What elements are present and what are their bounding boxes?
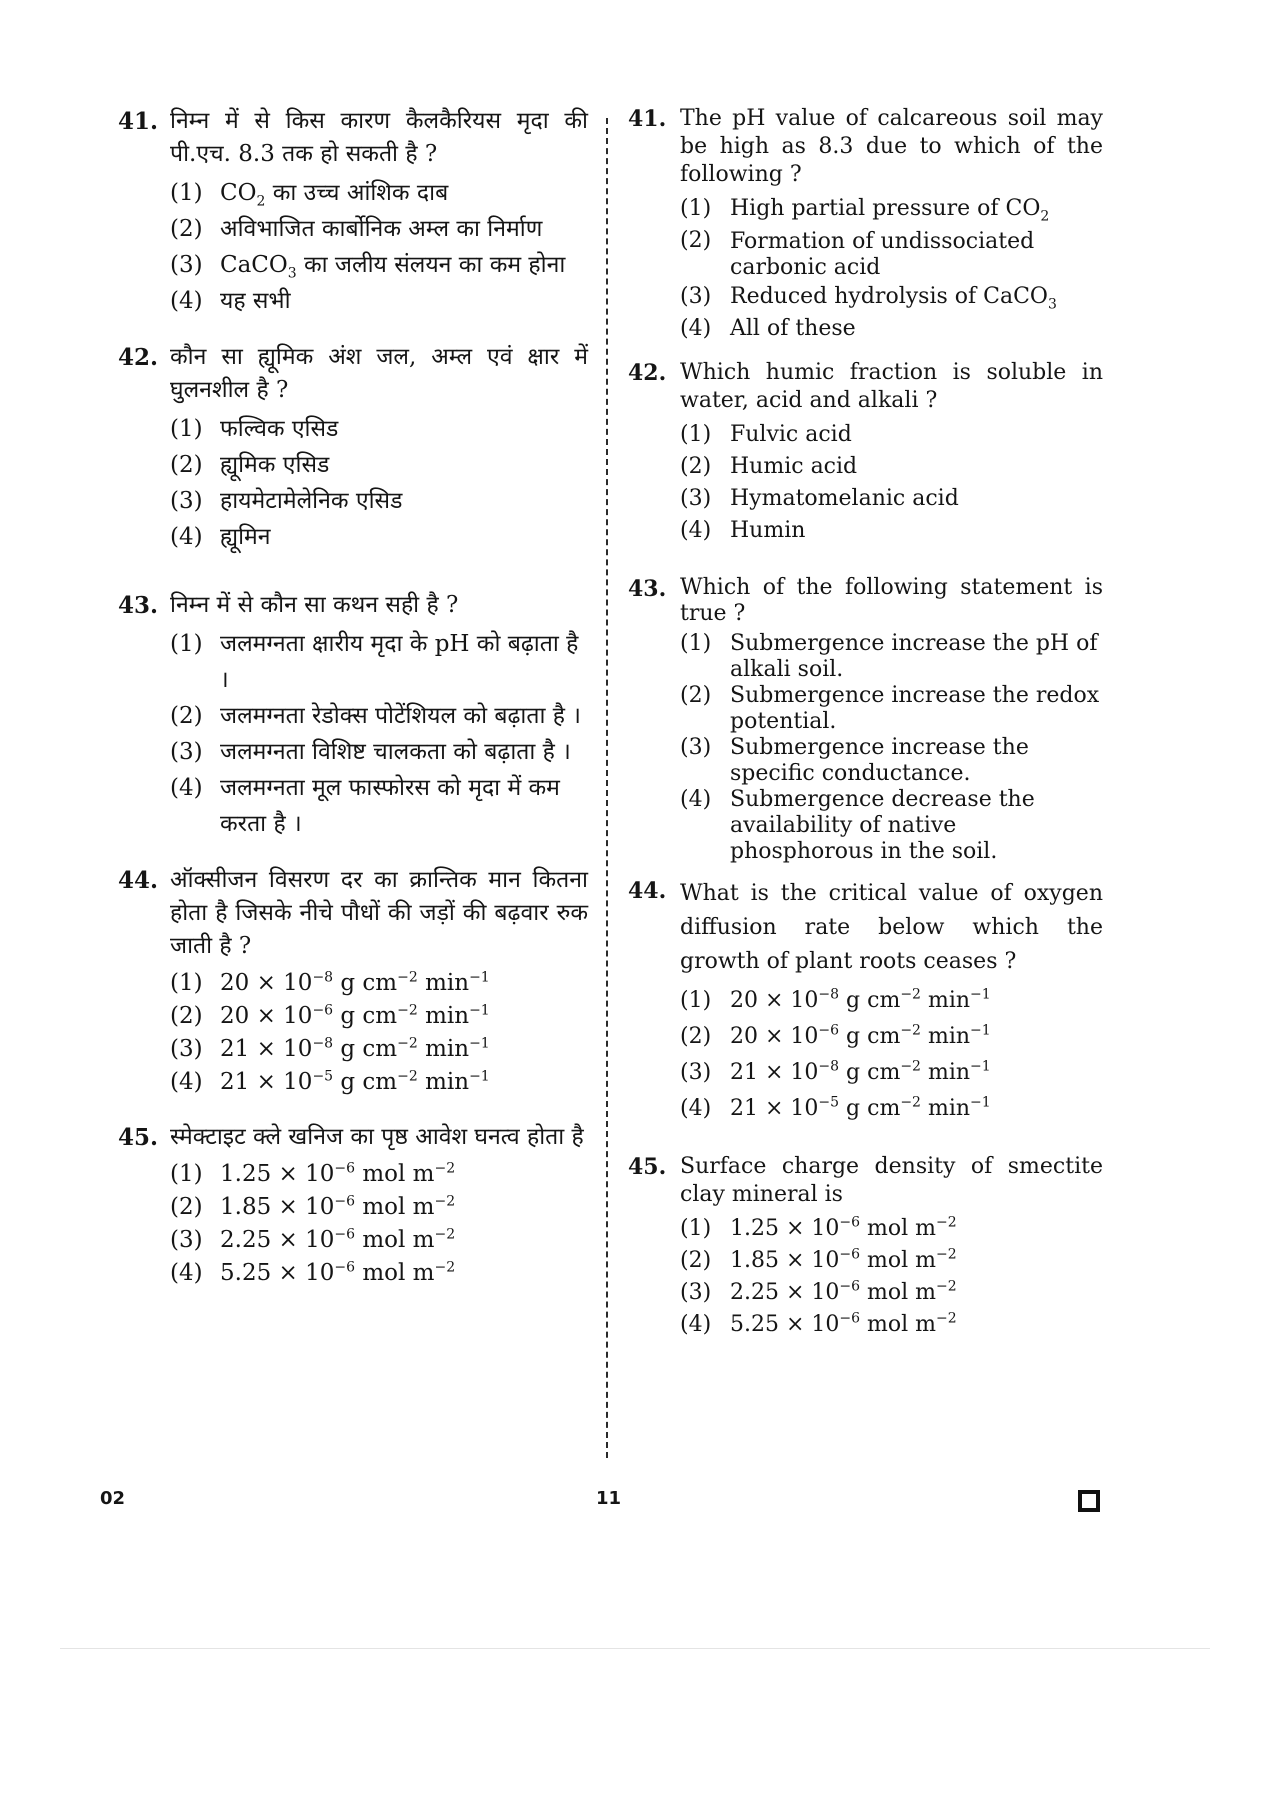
option-1: (1) फल्विक एसिड	[170, 416, 339, 442]
page-number: 11	[596, 1488, 622, 1509]
option-4: (4) यह सभी	[170, 288, 291, 314]
option-1: (1) $20 \times 10^{-8}$ g $cm^{-2}$ $\min^{-1}$	[680, 986, 991, 1013]
option-2: (2) Submergence increase the redox potential.	[680, 683, 1100, 734]
question-number: 44.	[118, 867, 159, 894]
q44-options-english	[680, 983, 1103, 1127]
option-1: (1) जलमग्नता क्षारीय मृदा के pH को बढ़ाता है ।	[170, 631, 579, 693]
option-4: (4) Submergence decrease the availability of native phosphorous in the soil.	[680, 787, 1035, 864]
option-2: (2) $20 \times 10^{-6}$ g $cm^{-2}$ $\min^{-1}$	[680, 1022, 991, 1049]
option-4: (4) All of these	[680, 316, 856, 341]
option-2: (2) जलमग्नता रेडोक्स पोटेंशियल को बढ़ाता है ।	[170, 703, 581, 729]
q44-options-hindi	[170, 967, 588, 1099]
option-1: (1) $20 \times 10^{-8}$ g $cm^{-2}$ $\min^{-1}$	[170, 969, 490, 996]
question-43-hindi	[118, 589, 588, 842]
option-3: (3) हायमेटामेलेनिक एसिड	[170, 488, 403, 514]
question-44-english	[628, 877, 1103, 1127]
question-text: निम्न में से किस कारण कैलकैरियस मृदा की पी.एच. 8.3 तक हो सकती है ?	[170, 108, 588, 167]
question-text: Which of the following statement is true ?	[680, 575, 1103, 626]
question-text: What is the critical value of oxygen diffusion rate below which the growth of plant roots ceases ?	[680, 881, 1103, 974]
column-divider	[606, 118, 608, 1458]
question-45-hindi	[118, 1121, 588, 1290]
option-3: (3) CaCO$_3$ का जलीय संलयन का कम होना	[170, 252, 566, 282]
option-3: (3) Reduced hydrolysis of CaCO$_3$	[680, 284, 1057, 313]
option-2: (2) $1.85 \times 10^{-6}$ mol $m^{-2}$	[170, 1193, 456, 1220]
option-2: (2) $1.85 \times 10^{-6}$ mol $m^{-2}$	[680, 1246, 957, 1273]
question-number: 41.	[628, 106, 667, 132]
question-number: 43.	[118, 592, 159, 619]
question-text: Which humic fraction is soluble in water, acid and alkali ?	[680, 360, 1103, 413]
question-number: 45.	[118, 1124, 159, 1151]
option-2: (2) ह्यूमिक एसिड	[170, 452, 330, 478]
question-number: 45.	[628, 1154, 667, 1180]
hindi-column	[118, 105, 588, 1290]
option-4: (4) $5.25 \times 10^{-6}$ mol $m^{-2}$	[680, 1310, 957, 1337]
option-3: (3) $2.25 \times 10^{-6}$ mol $m^{-2}$	[680, 1278, 957, 1305]
question-number: 41.	[118, 108, 159, 135]
option-3: (3) $21 \times 10^{-8}$ g $cm^{-2}$ $\min^{-1}$	[170, 1035, 490, 1062]
question-44-hindi	[118, 864, 588, 1099]
question-text: स्मेक्टाइट क्ले खनिज का पृष्ठ आवेश घनत्व होता है	[170, 1124, 584, 1150]
question-text: Surface charge density of smectite clay mineral is	[680, 1154, 1103, 1207]
question-42-hindi	[118, 341, 588, 555]
question-number: 44.	[628, 878, 667, 904]
option-4: (4) $5.25 \times 10^{-6}$ mol $m^{-2}$	[170, 1259, 456, 1286]
option-1: (1) $1.25 \times 10^{-6}$ mol $m^{-2}$	[680, 1214, 957, 1241]
option-1: (1) $1.25 \times 10^{-6}$ mol $m^{-2}$	[170, 1160, 456, 1187]
option-3: (3) $2.25 \times 10^{-6}$ mol $m^{-2}$	[170, 1226, 456, 1253]
option-4: (4) Humin	[680, 518, 806, 543]
option-1: (1) Submergence increase the pH of alkali soil.	[680, 631, 1098, 682]
question-text: ऑक्सीजन विसरण दर का क्रान्तिक मान कितना होता है जिसके नीचे पौधों की जड़ों की बढ़वार रुक जाती है ?	[170, 867, 588, 959]
square-mark-icon	[1078, 1490, 1100, 1512]
question-text: कौन सा ह्यूमिक अंश जल, अम्ल एवं क्षार में घुलनशील है ?	[170, 344, 588, 403]
question-43-english	[628, 575, 1103, 865]
option-1: (1) $CO_2$ का उच्च आंशिक दाब	[170, 180, 449, 210]
option-2: (2) Humic acid	[680, 454, 858, 479]
option-2: (2) अविभाजित कार्बोनिक अम्ल का निर्माण	[170, 216, 543, 242]
option-4: (4) ह्यूमिन	[170, 524, 271, 550]
q45-options-english	[680, 1213, 1103, 1341]
option-3: (3) $21 \times 10^{-8}$ g $cm^{-2}$ $\min^{-1}$	[680, 1058, 991, 1085]
option-3: (3) Submergence increase the specific conductance.	[680, 735, 1029, 786]
scan-line	[60, 1648, 1210, 1649]
option-1: (1) High partial pressure of $CO_2$	[680, 196, 1050, 225]
option-1: (1) Fulvic acid	[680, 422, 852, 447]
option-4: (4) जलमग्नता मूल फास्फोरस को मृदा में कम करता है ।	[170, 775, 560, 837]
question-text: The pH value of calcareous soil may be high as 8.3 due to which of the following ?	[680, 106, 1103, 187]
question-41-hindi	[118, 105, 588, 319]
option-2: (2) Formation of undissociated carbonic acid	[680, 228, 1035, 280]
question-41-english	[628, 105, 1103, 345]
option-3: (3) Hymatomelanic acid	[680, 486, 959, 511]
english-column	[628, 105, 1103, 1341]
question-45-english	[628, 1153, 1103, 1341]
question-number: 43.	[628, 576, 667, 602]
option-4: (4) $21 \times 10^{-5}$ g $cm^{-2}$ $\min^{-1}$	[680, 1094, 991, 1121]
option-2: (2) $20 \times 10^{-6}$ g $cm^{-2}$ $\min^{-1}$	[170, 1002, 490, 1029]
option-3: (3) जलमग्नता विशिष्ट चालकता को बढ़ाता है ।	[170, 739, 571, 765]
question-42-english	[628, 359, 1103, 547]
q45-options-hindi	[170, 1158, 588, 1290]
question-number: 42.	[628, 360, 667, 386]
question-text: निम्न में से कौन सा कथन सही है ?	[170, 592, 459, 618]
question-number: 42.	[118, 344, 159, 371]
booklet-code: 02	[100, 1488, 126, 1509]
option-4: (4) $21 \times 10^{-5}$ g $cm^{-2}$ $\min^{-1}$	[170, 1068, 490, 1095]
